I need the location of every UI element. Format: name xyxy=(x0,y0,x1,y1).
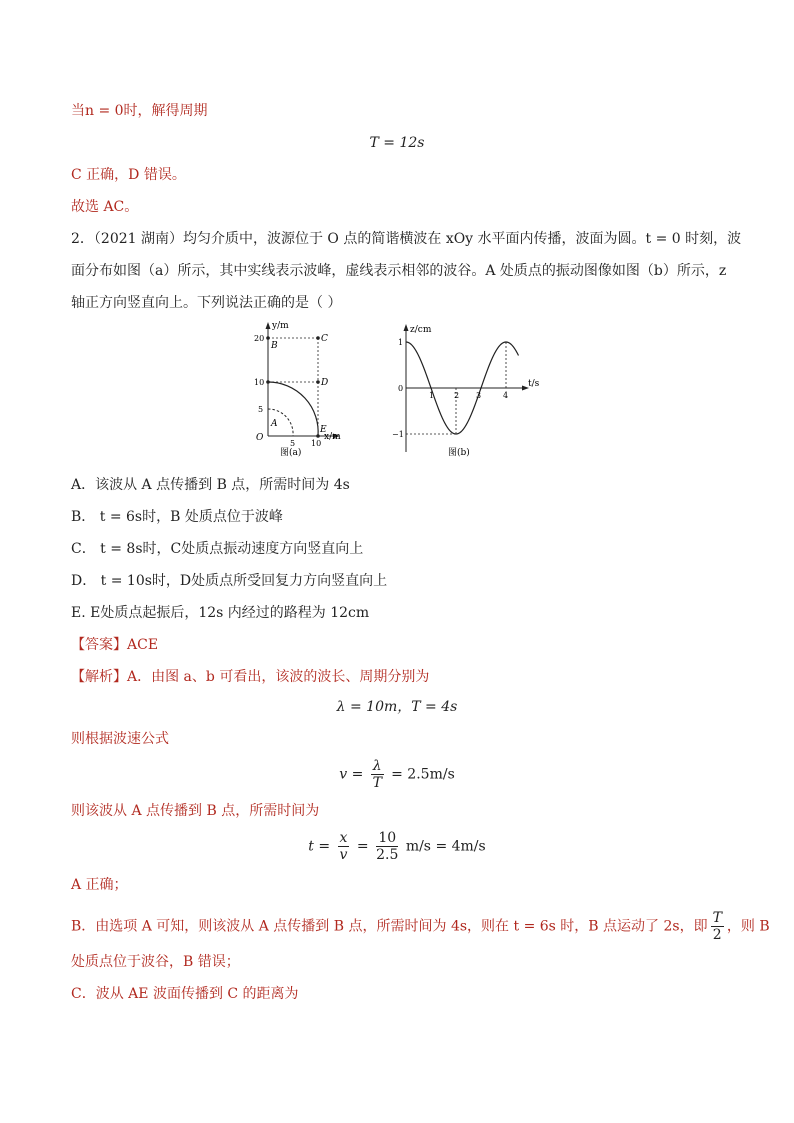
fraction-denominator: v xyxy=(339,847,348,863)
question-line: 面分布如图（a）所示，其中实线表示波峰，虚线表示相邻的波谷。A 处质点的振动图像如图（b）所示，z xyxy=(71,263,727,279)
axis-label-y: y/m xyxy=(272,321,289,331)
point-label-d: D xyxy=(321,378,329,388)
axis-label-z: z/cm xyxy=(410,325,432,335)
equation-period: T = 12s xyxy=(369,135,425,151)
t-tick: 4 xyxy=(503,391,509,400)
question-line: 2．（2021 湖南）均匀介质中，波源位于 O 点的简谐横波在 xOy 水平面内传播，波面为圆。t = 0 时刻，波 xyxy=(71,231,742,247)
fraction xyxy=(376,830,398,863)
option-c: C． t = 8s时，C处质点振动速度方向竖直向上 xyxy=(71,541,364,557)
analysis-text: ，则 B xyxy=(726,918,770,935)
analysis-line: 【解析】A．由图 a、b 可看出，该波的波长、周期分别为 xyxy=(71,669,430,685)
fraction-numerator: x xyxy=(339,830,348,846)
analysis-line: 处质点位于波谷，B 错误； xyxy=(71,954,240,970)
option-e: E. E处质点起振后，12s 内经过的路程为 12cm xyxy=(71,605,370,621)
axis-label-x: x/m xyxy=(324,432,341,442)
y-tick: 5 xyxy=(258,405,264,414)
y-tick: 10 xyxy=(254,378,265,387)
eq-rhs: m/s = 4m/s xyxy=(405,838,486,855)
x-tick: 10 xyxy=(311,439,322,448)
figure-caption: 图(b) xyxy=(448,448,470,458)
t-tick: 3 xyxy=(476,391,482,400)
figure-a xyxy=(248,318,358,458)
figure-b xyxy=(390,320,550,460)
y-tick: 20 xyxy=(254,334,265,343)
analysis-line: C．波从 AE 波面传播到 C 的距离为 xyxy=(71,986,299,1002)
answer: 【答案】ACE xyxy=(71,637,159,653)
t-tick: 2 xyxy=(454,391,460,400)
point-label-b: B xyxy=(271,341,278,351)
option-d: D． t = 10s时，D处质点所受回复力方向竖直向上 xyxy=(71,573,388,589)
z-tick: −1 xyxy=(392,430,404,439)
fraction-denominator: 2 xyxy=(712,927,722,943)
analysis-line: 则根据波速公式 xyxy=(71,731,169,747)
point-label-e: E xyxy=(320,425,327,435)
point-label-c: C xyxy=(321,334,328,344)
text-line: 当n = 0时，解得周期 xyxy=(71,103,208,119)
equation-wavelength: λ = 10m，T = 4s xyxy=(336,699,458,715)
z-tick: 1 xyxy=(398,338,404,347)
fraction-numerator: 10 xyxy=(376,830,398,847)
analysis-text: B．由选项 A 可知，则该波从 A 点传播到 B 点，所需时间为 4s，则在 t = 6s 时，B 点运动了 2s，即 xyxy=(71,918,708,935)
z-tick: 0 xyxy=(398,384,404,393)
fraction xyxy=(338,830,350,863)
fraction xyxy=(711,910,724,943)
figure-caption: 图(a) xyxy=(280,448,302,458)
fraction-denominator: 2.5 xyxy=(376,847,399,863)
option-a: A．该波从 A 点传播到 B 点，所需时间为 4s xyxy=(71,477,350,493)
eq-rhs: = 2.5m/s xyxy=(391,766,455,783)
equation-wave-speed xyxy=(0,758,794,791)
fraction xyxy=(371,758,384,791)
fraction-numerator: T xyxy=(712,910,722,926)
eq-lhs: v = xyxy=(339,766,364,783)
x-tick: 5 xyxy=(290,439,296,448)
text-line: 故选 AC。 xyxy=(71,199,139,215)
analysis-line: A 正确； xyxy=(71,877,128,893)
equation-time xyxy=(0,830,794,863)
origin-label: O xyxy=(256,433,264,443)
t-tick: 1 xyxy=(429,391,435,400)
analysis-line: 则该波从 A 点传播到 B 点，所需时间为 xyxy=(71,803,320,819)
eq-equals: = xyxy=(356,838,369,855)
text-line: C 正确，D 错误。 xyxy=(71,167,186,183)
fraction-denominator: T xyxy=(372,775,382,791)
point-label-a: A xyxy=(271,419,278,429)
option-b: B． t = 6s时，B 处质点位于波峰 xyxy=(71,509,283,525)
fraction-numerator: λ xyxy=(372,758,382,774)
eq-lhs: t = xyxy=(308,838,331,855)
question-line: 轴正方向竖直向上。下列说法正确的是（ ） xyxy=(71,295,342,311)
analysis-line xyxy=(71,910,770,943)
axis-label-t: t/s xyxy=(528,379,540,389)
